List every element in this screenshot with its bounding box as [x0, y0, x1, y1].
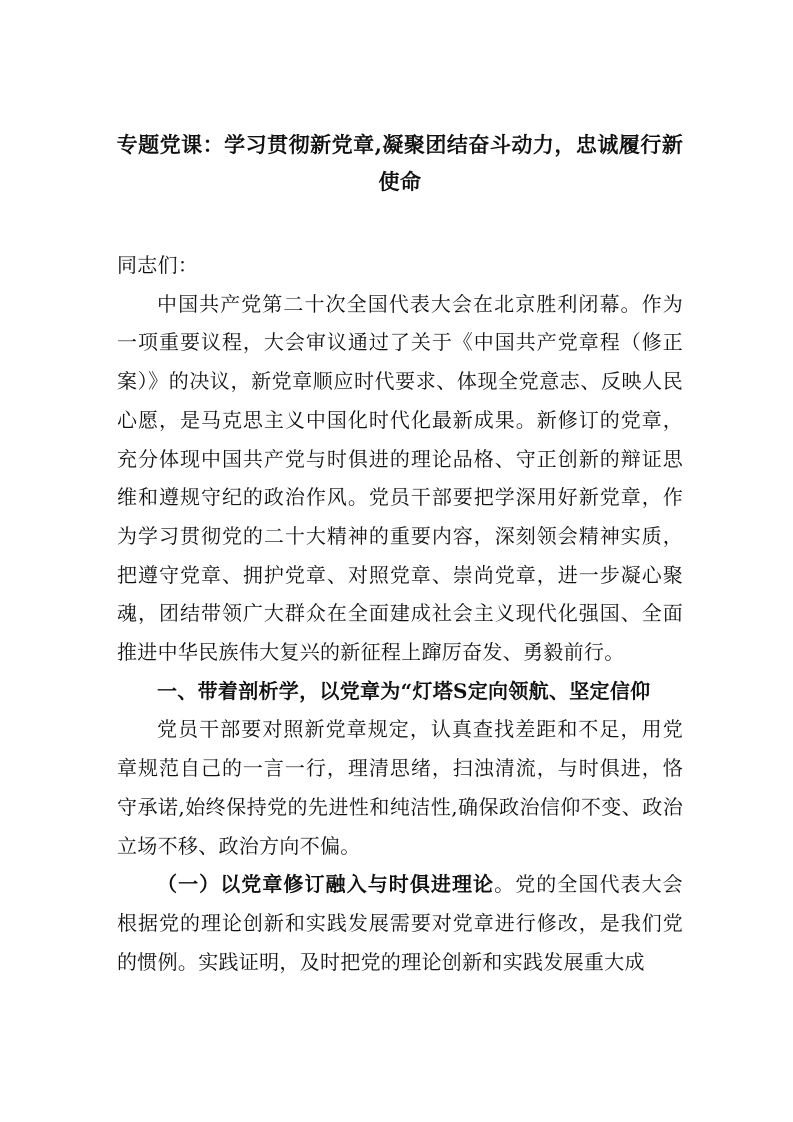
subsection-text-1: 。党的全国代表大会根据党的理论创新和实践发展需要对党章进行修改，是我们党的惯例。实践证明，及时把党的理论创新和实践发展重大成 — [117, 872, 683, 974]
section-heading-1: 一、带着剖析学，以党章为“灯塔S定向领航、坚定信仰 — [157, 678, 651, 703]
paragraph-intro: 中国共产党第二十次全国代表大会在北京胜利闭幕。作为一项重要议程，大会审议通过了关于《中国共产党章程（修正案）》的决议，新党章顺应时代要求、体现全党意志、反映人民心愿，是马克思主义中国化时代化最新成果。新修订的党章，充分体现中国共产党与时俱进的理论品格、守正创新的辩证思维和遵规守纪的政治作风。党员干部要把学深用好新党章，作为学习贯彻党的二十大精神的重要内容，深刻领会精神实质，把遵守党章、拥护党章、对照党章、崇尚党章，进一步凝心聚魂，团结带领广大群众在全面建成社会主义现代化强国、全面推进中华民族伟大复兴的新征程上蹿厉奋发、勇毅前行。 — [117, 291, 683, 665]
salutation: 同志们： — [117, 253, 199, 277]
paragraph-subsection-1 — [117, 865, 683, 981]
title-line-1: 专题党课：学习贯彻新党章,凝聚团结奋斗动力，忠诚履行新 — [116, 132, 684, 157]
subsection-heading-1: （一）以党章修订融入与时俱进理论 — [157, 872, 495, 897]
title-line-2: 使命 — [378, 169, 422, 194]
paragraph-section-1: 党员干部要对照新党章规定，认真查找差距和不足，用党章规范自己的一言一行，理清思绪，扫浊清流，与时俱进，恪守承诺,始终保持党的先进性和纯洁性,确保政治信仰不变、政治立场不移、政治方向不偏。 — [117, 717, 683, 858]
document-body — [117, 246, 683, 981]
document-title — [100, 126, 700, 200]
